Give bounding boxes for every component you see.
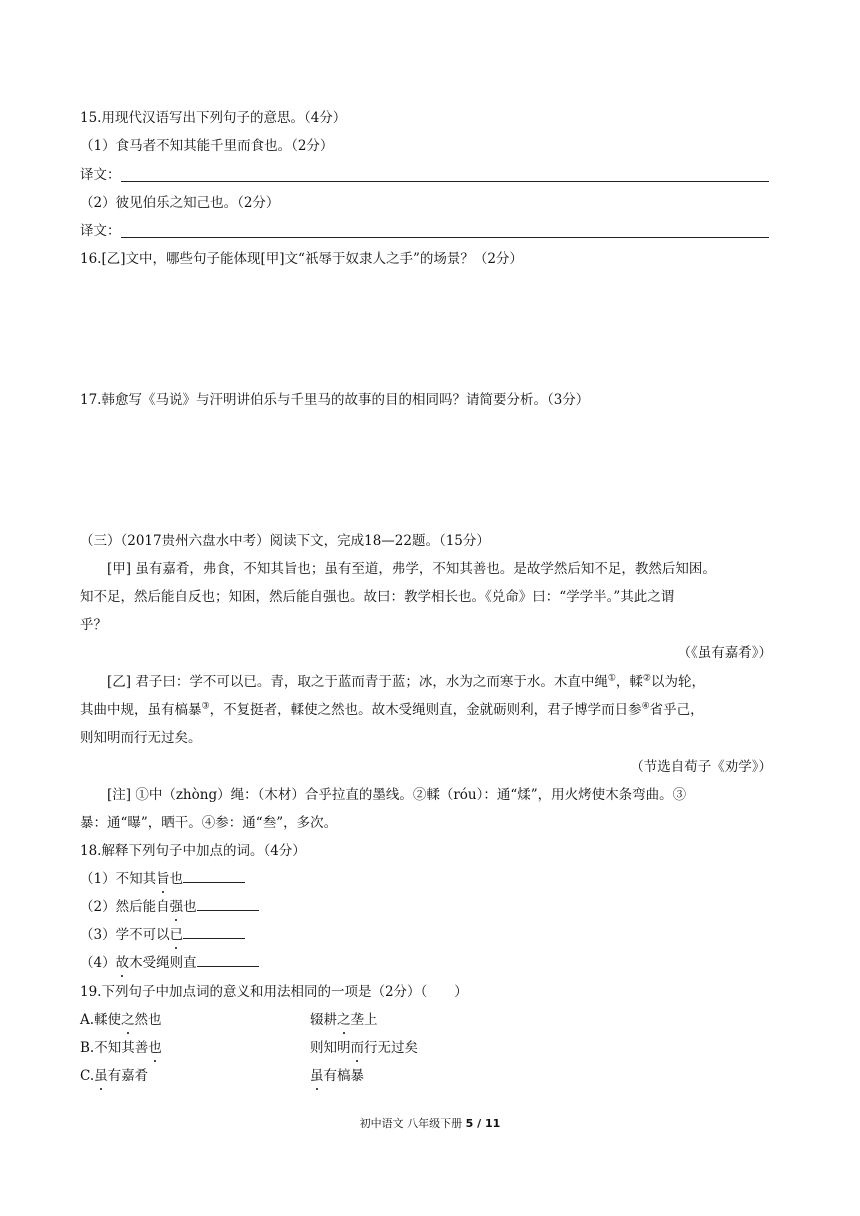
- q19-title: 19.下列句子中加点词的意义和用法相同的一项是（2分）（ ）: [80, 984, 468, 1000]
- section3-header: （三）（2017贵州六盘水中考）阅读下文，完成18—22题。（15分）: [80, 533, 490, 549]
- q18-item: （3）学不可以已: [80, 926, 245, 944]
- q18-item: （2）然后能自强也: [80, 898, 259, 916]
- q17-text: 17.韩愈写《马说》与汗明讲伯乐与千里马的故事的目的相同吗？请简要分析。（3分）: [80, 392, 590, 408]
- page-number: 5 / 11: [465, 1117, 501, 1130]
- q18-item: （4）故木受绳则直: [80, 954, 259, 972]
- footnote-marker: ④: [641, 701, 650, 712]
- q16-text: 16.[乙]文中，哪些句子能体现[甲]文“祇辱于奴隶人之手”的场景？（2分）: [80, 251, 523, 267]
- yi-line-2: 其曲中规，虽有槁暴③，不复挺者，輮使之然也。故木受绳则直，金就砺则利，君子博学而日参④省乎己，: [80, 701, 704, 718]
- yi-line-1: [乙] 君子曰：学不可以已。青，取之于蓝而青于蓝；冰，水为之而寒于水。木直中绳①，輮②以为轮，: [107, 673, 705, 690]
- dotted-word: 旨: [156, 871, 170, 887]
- q19-option-a: A.輮使之然也 辍耕之垄上: [80, 1012, 378, 1028]
- answer-blank: [183, 870, 245, 883]
- q15-sub2: （2）彼见伯乐之知己也。（2分）: [80, 195, 280, 211]
- footer-text: 初中语文 八年级下册: [359, 1117, 466, 1130]
- q19-option-c: C.虽有嘉肴 虽有槁暴: [80, 1068, 364, 1084]
- footnote-marker: ①: [607, 673, 616, 684]
- note-line-2: 暴：通“曝”，晒干。④参：通“叁”，多次。: [80, 815, 338, 831]
- dotted-word: 已: [169, 927, 184, 943]
- jia-line-1: [甲] 虽有嘉肴，弗食，不知其旨也；虽有至道，弗学，不知其善也。是故学然后知不足，教然后知困。: [107, 561, 716, 577]
- yi-line-3: 则知明而行无过矣。: [80, 730, 202, 746]
- jia-line-2: 知不足，然后能自反也；知困，然后能自强也。故曰：教学相长也。《兑命》曰：“学学半。”其此之谓: [80, 589, 675, 605]
- q18-title: 18.解释下列句子中加点的词。（4分）: [80, 843, 306, 859]
- yi-source: （节选自荀子《劝学》）: [630, 759, 772, 775]
- jia-line-3: 乎？: [80, 617, 107, 633]
- footnote-marker: ③: [201, 701, 210, 712]
- q19-option-b: B.不知其善也 则知明而行无过矣: [80, 1040, 418, 1056]
- note-line-1: [注] ①中（zhòng）绳：（木材）合乎拉直的墨线。②輮（róu）：通“煣”，用火烤使木条弯曲。③: [107, 787, 687, 803]
- footnote-marker: ②: [642, 673, 651, 684]
- dotted-word: 之: [121, 1012, 135, 1028]
- dotted-word: 也: [148, 1040, 162, 1056]
- answer-blank: [183, 926, 245, 939]
- dotted-word: 而: [350, 1040, 364, 1056]
- q15-title: 15.用现代汉语写出下列句子的意思。（4分）: [80, 110, 347, 126]
- dotted-word: 强: [169, 899, 184, 915]
- dotted-word: 之: [337, 1012, 351, 1028]
- answer-blank: [197, 898, 259, 911]
- q15-label2: 译文：: [80, 223, 121, 239]
- jia-source: （《虽有嘉肴》）: [677, 645, 772, 661]
- answer-line-1: [121, 181, 769, 182]
- answer-line-2: [121, 237, 769, 238]
- q15-label1: 译文：: [80, 167, 121, 183]
- dotted-word: 虽: [310, 1068, 324, 1084]
- page-footer: [0, 1115, 860, 1131]
- q18-item: （1）不知其旨也: [80, 870, 245, 888]
- answer-blank: [197, 954, 259, 967]
- dotted-word: 虽: [94, 1068, 108, 1084]
- q15-sub1: （1）食马者不知其能千里而食也。（2分）: [80, 138, 334, 154]
- dotted-word: 故: [115, 955, 130, 971]
